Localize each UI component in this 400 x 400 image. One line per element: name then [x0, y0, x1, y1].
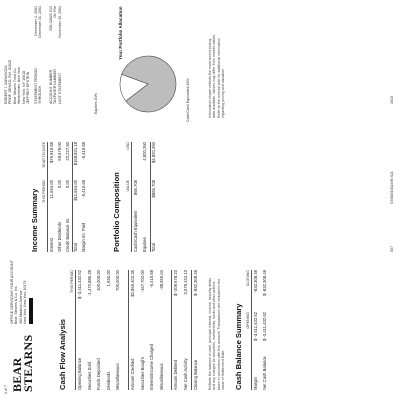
- table-row: [73, 142, 78, 252]
- divider: [171, 270, 172, 390]
- portfolio-label: Equities: [142, 237, 147, 252]
- income-this-period: 0.00: [57, 180, 62, 189]
- sender-block: OFFICE SERVICING YOUR ACCOUNT Bear, Stearns & Co. Inc. 383 Madison Avenue New York, New York 10179: [10, 260, 28, 324]
- cash-flow-value: -167,702.00: [139, 270, 145, 293]
- cash-flow-value: -1,472,886.28: [86, 270, 92, 296]
- divider: [251, 270, 252, 390]
- divider: [131, 142, 132, 252]
- cash-flow-label: Dividends: [105, 371, 111, 390]
- divider: [150, 142, 151, 252]
- table-row: [130, 270, 135, 390]
- cash-flow-col-header: THIS PERIOD: [70, 270, 74, 293]
- table-row: [193, 270, 198, 390]
- portfolio-composition-table: [126, 142, 166, 252]
- income-ytd: $168,821.18: [73, 142, 78, 166]
- bear-stearns-logo: BEAR STEARNS: [10, 334, 35, 392]
- table-row: [183, 270, 188, 390]
- portfolio-pct: $4,820,260: [151, 142, 156, 163]
- cash-flow-label: Opening Balance: [77, 357, 82, 390]
- pie-label-equities: Equities 84%: [94, 93, 98, 114]
- cash-balance-opening: $ -3,411,432.62: [253, 312, 258, 342]
- income-col2: YEAR TO DATE: [42, 142, 46, 168]
- cash-flow-value: -38,550.04: [158, 270, 164, 291]
- cash-flow-label: Net Cash Activity: [183, 358, 188, 390]
- table-row: [140, 270, 145, 390]
- cash-flow-value: -5,415.68: [149, 270, 155, 288]
- table-row: [49, 142, 54, 252]
- divider: [128, 270, 129, 390]
- pie-chart-title: Your Portfolio Allocation: [118, 6, 123, 60]
- income-summary-title: Income Summary: [30, 188, 39, 252]
- cash-flow-value: $ -3,411,432.62: [77, 270, 82, 300]
- income-label: Credit Balance Int.: [65, 217, 70, 252]
- portfolio-label: Cash/Cash Equivalent: [133, 210, 138, 252]
- cash-balance-opening: $ -3,411,432.62: [262, 312, 267, 342]
- income-col1: THIS PERIOD: [42, 180, 46, 203]
- cash-flow-note: Reflects the balance of cash, principal, interest, income, security debts and any charges for securities, investments, funds and other actions taken in connection with this account. Transactions are included in the value of Settlement Date.: [208, 277, 226, 390]
- cash-flow-table: [70, 270, 210, 390]
- income-summary-table: [42, 142, 102, 252]
- cash-flow-value: 700,000.00: [115, 270, 121, 291]
- table-row: [87, 270, 92, 390]
- table-row: [262, 270, 267, 390]
- cash-flow-label: Amount Debited: [173, 359, 179, 390]
- table-row: [65, 142, 70, 252]
- income-this-period: 0.00: [65, 180, 70, 189]
- redaction-bar: [29, 298, 33, 324]
- cash-flow-value: $2,865,402.35: [130, 270, 135, 297]
- cash-flow-value: $ -832,308.49: [192, 270, 198, 296]
- portfolio-value: $865,708: [151, 180, 156, 198]
- pie-slices: [120, 56, 176, 112]
- table-row: [96, 270, 101, 390]
- portfolio-value: 865,708: [133, 180, 138, 196]
- table-row: [142, 142, 147, 252]
- cash-flow-value: 2,579,124.13: [183, 270, 188, 295]
- cash-balance-title: Cash Balance Summary: [234, 303, 243, 390]
- addressee-block: ROBERT I. ZARAGOZA PROF. DENSO. Ref. 82025 Bear Stearns Trust Co. Westchester, New York New York, NY 10018 JEFFREY EPSTEIN: [4, 60, 31, 104]
- divider: [47, 142, 48, 252]
- footer-right: 1910: [390, 96, 394, 104]
- cash-balance-closing: -832,308.49: [253, 270, 258, 293]
- portfolio-col2: USD: [126, 142, 130, 150]
- income-ytd: 22,227.50: [65, 142, 70, 161]
- income-label: Other Dividends: [57, 221, 62, 252]
- table-row: [133, 142, 138, 252]
- table-row: [159, 270, 164, 390]
- cash-flow-label: Miscellaneous: [115, 363, 121, 390]
- income-ytd: -5,415.68: [81, 142, 86, 160]
- cash-flow-value: 1,650.00: [105, 270, 111, 287]
- income-this-period: 11,654.00: [49, 180, 54, 199]
- portfolio-col1: VALUE: [126, 180, 130, 192]
- allocation-note: Information shown reflects the most recent pricing data available. Values may differ from market values. Refer to the reverse side for additional information regarding pricing and valuation.: [208, 33, 226, 118]
- cash-balance-closing: $ -832,308.49: [262, 270, 267, 296]
- cash-flow-label: Interest/Income Charged: [149, 343, 155, 390]
- cash-flow-label: Securities Bought: [139, 357, 145, 390]
- table-row: [173, 270, 178, 390]
- table-row: [115, 270, 120, 390]
- divider: [191, 270, 192, 390]
- cash-flow-label: Securities Sold: [86, 362, 92, 390]
- income-ytd: 69,678.00: [57, 142, 62, 161]
- cash-flow-value: 100,000.00: [96, 270, 102, 291]
- portfolio-pct: 4,820,260: [142, 142, 147, 161]
- cash-balance-col2: CLOSING: [246, 270, 250, 287]
- income-label: Interest: [49, 238, 54, 252]
- income-this-period: -5,415.68: [81, 180, 86, 198]
- portfolio-label: Total: [151, 243, 156, 252]
- cash-flow-label: Amount Credited: [130, 358, 135, 390]
- income-label: Total: [73, 243, 78, 252]
- table-row: [106, 270, 111, 390]
- cash-balance-label: Net Cash Balance: [262, 356, 267, 390]
- table-row: [77, 270, 82, 390]
- table-row: [149, 270, 154, 390]
- cash-flow-label: Miscellaneous: [158, 363, 164, 390]
- divider: [75, 270, 76, 390]
- income-ytd: $76,915.68: [49, 142, 54, 163]
- cash-flow-value: $ -209,678.23: [173, 270, 179, 296]
- statement-info: STATEMENT PERIOD December 1, 2001 THROUGH December 31, 2001 ACCOUNT NUMBER 038-33825 X13 TAXPAYER NUMBER On File LAST STATEMENT November 30, 2001: [34, 6, 62, 104]
- portfolio-composition-title: Portfolio Composition: [112, 172, 121, 252]
- income-label: Margin Int. Paid: [81, 222, 86, 252]
- table-row: [81, 142, 86, 252]
- footer-center: STM001002496 921: [390, 171, 394, 204]
- cash-flow-label: Closing Balance: [192, 359, 198, 390]
- table-row: [57, 142, 62, 252]
- table-row: [151, 142, 156, 252]
- cash-balance-col1: OPENING: [246, 312, 250, 329]
- cash-balance-label: Margin: [253, 377, 258, 390]
- income-this-period: $11,654.00: [73, 180, 78, 201]
- pie-label-cash: Cash/Cash Equivalent 16%: [186, 78, 190, 122]
- cash-balance-table: [246, 270, 276, 390]
- page-number: 3 of 7: [4, 385, 8, 394]
- footer-left: 507: [390, 246, 394, 252]
- table-row: [253, 270, 258, 390]
- divider: [72, 142, 73, 252]
- cash-flow-label: Funds Deposited: [96, 358, 102, 390]
- cash-flow-title: Cash Flow Analysis: [58, 318, 67, 390]
